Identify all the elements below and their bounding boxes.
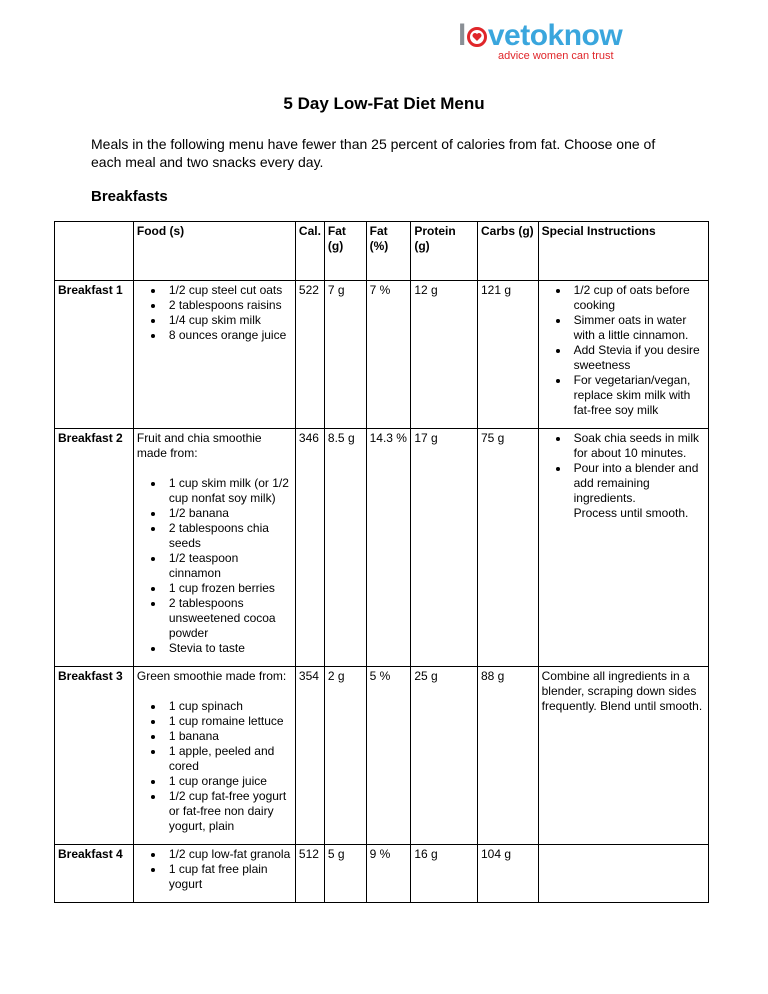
column-header: Food (s) [133,222,295,281]
food-item: • 1/4 cup skim milk [165,313,292,328]
instruction-item: • Add Stevia if you desire sweetness [570,343,705,373]
calories-cell: 354 [295,667,324,845]
fat-percent-cell: 7 % [366,281,411,429]
instruction-item: • Pour into a blender and add remaining ingredients. Process until smooth. [570,461,705,521]
food-item: • 1 cup fat free plain yogurt [165,862,292,892]
food-item: • 1/2 banana [165,506,292,521]
instructions-cell [538,845,708,903]
instructions-cell [538,429,708,667]
table-row [55,845,709,903]
food-list [137,699,292,834]
meal-name: Breakfast 1 [55,281,134,429]
food-item: • 1/2 cup low-fat granola [165,847,292,862]
carbs-cell: 88 g [478,667,539,845]
food-item: • 1 cup skim milk (or 1/2 cup nonfat soy milk) [165,476,292,506]
meal-name: Breakfast 4 [55,845,134,903]
table-row [55,667,709,845]
food-item: • 1/2 teaspoon cinnamon [165,551,292,581]
table-row [55,429,709,667]
fat-percent-cell: 9 % [366,845,411,903]
column-header [55,222,134,281]
fat-grams-cell: 8.5 g [324,429,366,667]
food-item: • 1/2 cup steel cut oats [165,283,292,298]
instruction-list [542,283,705,418]
food-list [137,476,292,656]
food-intro: Fruit and chia smoothie made from: [136,431,262,460]
page-title: 5 Day Low-Fat Diet Menu [283,94,485,113]
food-item: • 1 cup romaine lettuce [165,714,292,729]
food-item: • 2 tablespoons chia seeds [165,521,292,551]
fat-grams-cell: 7 g [324,281,366,429]
instruction-list [542,431,705,521]
section-heading: Breakfasts [91,188,168,205]
instructions-text: Combine all ingredients in a blender, scraping down sides frequently. Blend until smooth. [541,669,703,713]
calories-cell: 512 [295,845,324,903]
instruction-item: • Simmer oats in water with a little cinnamon. [570,313,705,343]
food-cell [133,429,295,667]
meal-name: Breakfast 3 [55,667,134,845]
protein-cell: 25 g [411,667,478,845]
carbs-cell: 104 g [478,845,539,903]
column-header: Carbs (g) [478,222,539,281]
heart-icon [467,27,487,47]
food-item: • 1 cup spinach [165,699,292,714]
column-header: Fat (%) [366,222,411,281]
fat-grams-cell: 5 g [324,845,366,903]
food-item: • 1 cup frozen berries [165,581,292,596]
intro-paragraph: Meals in the following menu have fewer than 25 percent of calories from fat. Choose one of each meal and two snacks every day. [91,136,656,170]
food-cell [133,281,295,429]
protein-cell: 12 g [411,281,478,429]
table-header-row [55,222,709,281]
food-list [137,283,292,343]
logo-tagline: advice women can trust [498,50,614,62]
column-header: Special Instructions [538,222,708,281]
food-item: • 1 cup orange juice [165,774,292,789]
food-item: • 8 ounces orange juice [165,328,292,343]
food-item: • 2 tablespoons unsweetened cocoa powder [165,596,292,641]
protein-cell: 17 g [411,429,478,667]
calories-cell: 522 [295,281,324,429]
instruction-item: • For vegetarian/vegan, replace skim milk with fat-free soy milk [570,373,705,418]
lovetoknow-logo [458,20,668,70]
carbs-cell: 75 g [478,429,539,667]
food-cell [133,667,295,845]
fat-percent-cell: 5 % [366,667,411,845]
column-header: Cal. [295,222,324,281]
food-item: • Stevia to taste [165,641,292,656]
calories-cell: 346 [295,429,324,667]
food-item: • 1 apple, peeled and cored [165,744,292,774]
meal-name: Breakfast 2 [55,429,134,667]
instructions-cell [538,667,708,845]
food-list [137,847,292,892]
column-header: Protein (g) [411,222,478,281]
protein-cell: 16 g [411,845,478,903]
instructions-cell [538,281,708,429]
column-header: Fat (g) [324,222,366,281]
fat-grams-cell: 2 g [324,667,366,845]
food-item: • 2 tablespoons raisins [165,298,292,313]
food-cell [133,845,295,903]
food-item: • 1 banana [165,729,292,744]
fat-percent-cell: 14.3 % [366,429,411,667]
breakfast-table [54,221,709,903]
carbs-cell: 121 g [478,281,539,429]
logo-wordmark: l vetoknow [458,19,623,52]
food-item: • 1/2 cup fat-free yogurt or fat-free non dairy yogurt, plain [165,789,292,834]
instruction-item: • Soak chia seeds in milk for about 10 minutes. [570,431,705,461]
food-intro: Green smoothie made from: [136,669,287,683]
table-row [55,281,709,429]
instruction-item: • 1/2 cup of oats before cooking [570,283,705,313]
